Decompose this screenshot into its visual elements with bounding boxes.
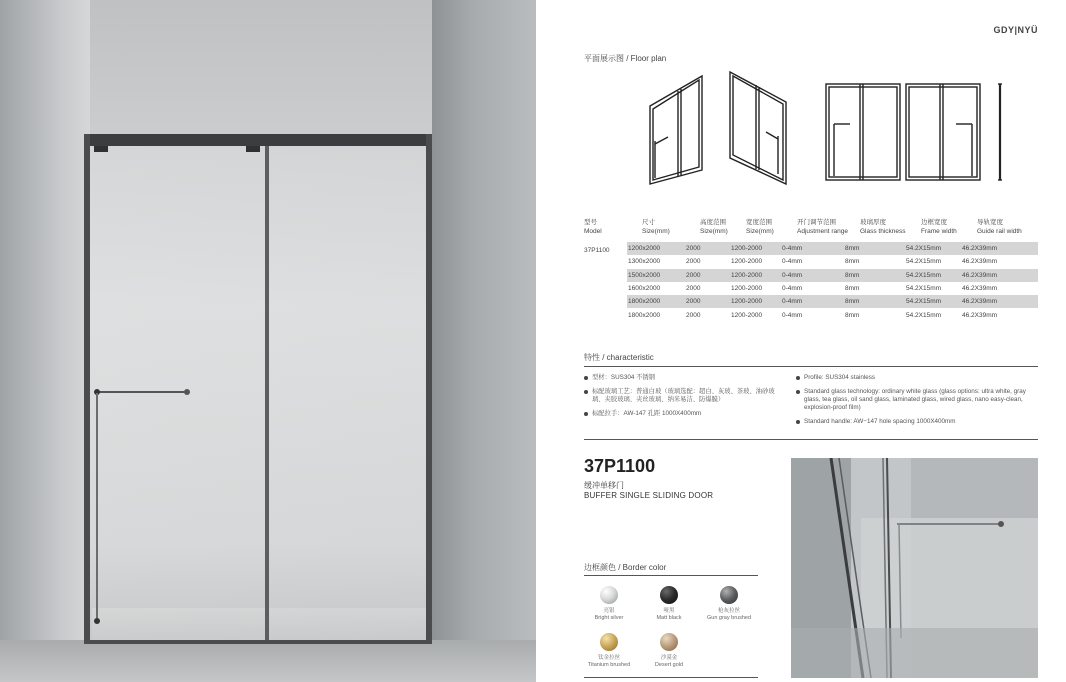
header-cn: 开门调节范围: [797, 219, 836, 226]
characteristic-item: Profile: SUS304 stainless: [796, 374, 1040, 382]
table-cell: 8mm: [845, 258, 860, 266]
header-cn: 边框宽度: [921, 219, 947, 226]
divider: [584, 439, 1038, 440]
floor-plan-perspective-left: [650, 76, 702, 184]
bar-mount: [94, 618, 100, 624]
table-cell: 54.2X15mm: [906, 284, 942, 292]
col-header-width-range: [746, 218, 774, 236]
table-cell: 46.2X39mm: [962, 271, 998, 279]
col-header-frame: [921, 218, 957, 236]
header-en: Size(mm): [642, 228, 670, 235]
divider: [584, 677, 758, 678]
swatch-label-cn: 亮银: [603, 608, 615, 614]
col-header-model: [584, 218, 602, 236]
characteristic-item: 标配拉手：AW-147 孔距 1000X400mm: [584, 410, 784, 418]
swatch-label-en: Bright silver: [594, 615, 624, 621]
characteristic-item: 型材：SUS304 不锈钢: [584, 374, 784, 382]
color-ball: [600, 586, 618, 604]
floor: [0, 640, 536, 682]
table-cell: 8mm: [845, 311, 860, 319]
table-cell: 1200x2000: [628, 245, 661, 252]
table-row: [627, 295, 1038, 308]
table-cell: 0-4mm: [782, 311, 803, 319]
table-cell: 0-4mm: [782, 258, 803, 266]
table-cell: 0-4mm: [782, 271, 803, 279]
table-cell: 2000: [686, 298, 701, 306]
table-row: [627, 309, 1038, 322]
header-cn: 尺寸: [642, 219, 655, 226]
swatch-label-en: Matt black: [656, 615, 682, 621]
table-cell: 54.2X15mm: [906, 298, 942, 306]
col-header-height-range: [700, 218, 728, 236]
frame-left: [84, 134, 90, 644]
header-en: Glass thickness: [860, 228, 906, 235]
table-cell: 46.2X39mm: [962, 298, 998, 306]
door-handle: [96, 393, 98, 621]
floor-plan-side-view: [998, 84, 1002, 180]
color-ball: [660, 586, 678, 604]
header-en: Adjustment range: [797, 228, 848, 235]
table-cell: 54.2X15mm: [906, 311, 942, 319]
table-cell: 8mm: [845, 271, 860, 279]
border-color-title: 边框颜色 / Border color: [584, 563, 667, 572]
characteristic-list-en: [796, 374, 1040, 432]
col-header-glass: [860, 218, 906, 236]
table-cell: 8mm: [845, 284, 860, 292]
table-cell: 1200-2000: [731, 258, 763, 266]
table-cell: 1200-2000: [731, 271, 763, 279]
product-name-en: BUFFER SINGLE SLIDING DOOR: [584, 491, 714, 500]
table-cell: 2000: [686, 311, 701, 319]
table-cell: 1500x2000: [628, 271, 661, 279]
col-header-size: [642, 218, 670, 236]
table-cell: 1200-2000: [731, 284, 763, 292]
table-cell: 2000: [686, 245, 701, 252]
header-en: Size(mm): [700, 228, 728, 235]
characteristic-item: 标配玻璃工艺：普通白玻（玻璃选配：超白、灰玻、茶玻、油砂玻璃、夹胶玻璃、夹丝玻璃、纳米易洁、防爆膜）: [584, 388, 784, 404]
color-ball: [600, 633, 618, 651]
panel-divider: [265, 146, 269, 640]
table-row: [627, 255, 1038, 268]
header-en: Frame width: [921, 228, 957, 235]
header-en: Guide rail width: [977, 228, 1022, 235]
color-ball: [720, 586, 738, 604]
product-code: 37P1100: [584, 456, 656, 476]
table-cell: 1800x2000: [628, 311, 661, 319]
roller: [246, 146, 260, 152]
spec-sheet: [536, 0, 1066, 682]
characteristic-list-cn: [584, 374, 784, 424]
table-cell: 8mm: [845, 245, 860, 252]
swatch-label-en: Desert gold: [654, 662, 684, 668]
swatch-label-cn: 哑黑: [663, 608, 675, 614]
characteristic-title: 特性 / characteristic: [584, 353, 654, 362]
floor-plan-perspective-right: [730, 72, 786, 184]
table-cell: 1200-2000: [731, 311, 763, 319]
table-cell: 46.2X39mm: [962, 258, 998, 266]
col-header-adjustment: [797, 218, 848, 236]
swatch-label-cn: 钛金拉丝: [597, 655, 620, 661]
header-cn: 型号: [584, 219, 597, 226]
table-cell: 1300x2000: [628, 258, 661, 266]
swatch-gun-gray-brushed: [694, 586, 764, 622]
table-cell: 54.2X15mm: [906, 271, 942, 279]
table-row: [627, 242, 1038, 255]
header-cn: 玻璃厚度: [860, 219, 886, 226]
brand-logo: GDY|NYÜ: [993, 25, 1038, 35]
table-cell: 8mm: [845, 298, 860, 306]
table-row: [627, 282, 1038, 295]
table-cell: 0-4mm: [782, 284, 803, 292]
table-row: [627, 269, 1038, 282]
table-cell: 1800x2000: [628, 298, 661, 306]
floor-plan-title: 平面展示图 / Floor plan: [584, 54, 667, 63]
frame-bottom: [84, 640, 432, 644]
table-cell: 46.2X39mm: [962, 311, 998, 319]
table-cell: 54.2X15mm: [906, 258, 942, 266]
characteristic-item: Standard handle: AW−147 hole spacing 1000X400mm: [796, 418, 1040, 426]
swatch-label-en: Gun gray brushed: [706, 615, 752, 621]
product-photo-detail: [791, 458, 1038, 678]
floor-plan-front-view-a: [826, 84, 900, 180]
wall-right: [432, 0, 536, 682]
table-cell: 1200-2000: [731, 298, 763, 306]
roller: [94, 146, 108, 152]
product-name-cn: 缓冲单移门: [584, 481, 624, 490]
wall-left: [0, 0, 90, 682]
frame-right: [426, 134, 432, 644]
towel-bar: [97, 391, 187, 393]
characteristic-item: Standard glass technology: ordinary white glass (glass options: ultra white, gray glass, tea glass, oil sand glass, laminated glass, wired glass, nano easy-clean, explosion-proof film): [796, 388, 1040, 412]
table-cell: 0-4mm: [782, 298, 803, 306]
swatch-label-cn: 枪灰拉丝: [717, 608, 740, 614]
col-header-rail: [977, 218, 1022, 236]
swatch-label-cn: 沙漠金: [660, 655, 678, 661]
divider: [584, 575, 758, 576]
divider: [584, 366, 1038, 367]
top-rail: [84, 134, 432, 146]
table-cell: 0-4mm: [782, 245, 803, 252]
table-cell: 2000: [686, 284, 701, 292]
table-cell: 46.2X39mm: [962, 284, 998, 292]
header-cn: 高度范围: [700, 219, 726, 226]
swatch-desert-gold: [634, 633, 704, 669]
table-cell: 2000: [686, 271, 701, 279]
table-cell: 54.2X15mm: [906, 245, 942, 252]
table-cell: 46.2X39mm: [962, 245, 998, 252]
header-cn: 导轨宽度: [977, 219, 1003, 226]
table-cell: 1600x2000: [628, 284, 661, 292]
table-cell: 1200-2000: [731, 245, 763, 252]
detail-photo-art: [791, 458, 1038, 678]
swatch-label-en: Titanium brushed: [587, 662, 631, 668]
color-ball: [660, 633, 678, 651]
floor-plan-front-view-b: [906, 84, 980, 180]
header-cn: 宽度范围: [746, 219, 772, 226]
header-en: Model: [584, 228, 602, 235]
glass-panel: [90, 146, 426, 640]
header-en: Size(mm): [746, 228, 774, 235]
model-value: 37P1100: [584, 247, 610, 254]
table-cell: 2000: [686, 258, 701, 266]
bar-mount: [184, 389, 190, 395]
floor-plan-diagrams: [640, 66, 1012, 188]
